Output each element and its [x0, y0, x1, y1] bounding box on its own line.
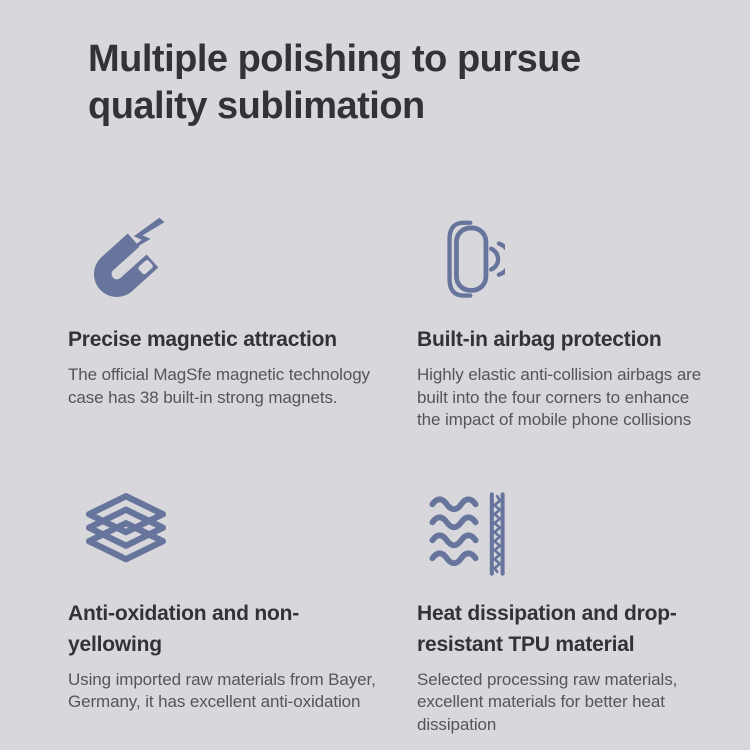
page-title-line-1: Multiple polishing to pursue [88, 38, 581, 80]
page-title [0, 0, 750, 130]
feature-title: Heat dissipation and drop-resistant TPU material [417, 601, 677, 656]
feature-title: Anti-oxidation and non-yellowing [68, 601, 300, 656]
feature-magnetic-attraction [68, 214, 417, 432]
magnet-icon [78, 214, 403, 306]
feature-description: Highly elastic anti-collision airbags are built into the four corners to enhance the impact of mobile phone collisions [417, 365, 702, 429]
feature-title: Built-in airbag protection [417, 328, 662, 351]
feature-grid [0, 214, 750, 736]
feature-airbag-protection [417, 214, 722, 432]
feature-description: Using imported raw materials from Bayer, Germany, it has excellent anti-oxidation [68, 669, 376, 711]
feature-title: Precise magnetic attraction [68, 328, 337, 351]
heat-dissipation-icon [427, 488, 708, 580]
feature-anti-oxidation [68, 488, 417, 737]
layers-icon [78, 488, 403, 580]
feature-description: Selected processing raw materials, excellent materials for better heat dissipation [417, 669, 678, 734]
feature-description: The official MagSfe magnetic technology case has 38 built-in strong magnets. [68, 365, 370, 407]
airbag-phone-icon [427, 214, 708, 306]
feature-heat-dissipation [417, 488, 722, 737]
page-title-line-2: quality sublimation [88, 85, 425, 127]
